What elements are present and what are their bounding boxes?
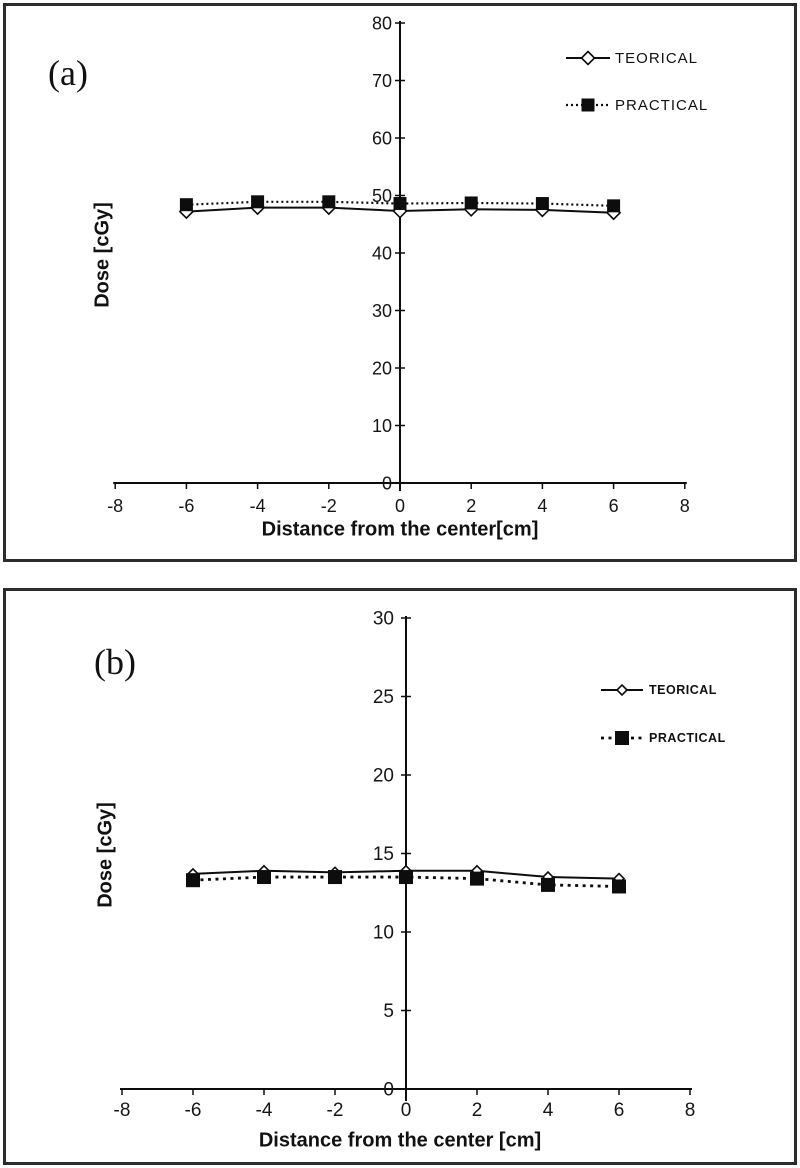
practical-line-marker-icon — [600, 730, 644, 746]
legend-label-practical: PRACTICAL — [615, 96, 709, 114]
y-tick-label: 20 — [372, 765, 394, 787]
x-tick-label: 2 — [466, 496, 477, 516]
figure-panel-b — [3, 588, 797, 1165]
x-tick-label: -4 — [249, 496, 266, 516]
x-tick-label: -8 — [113, 1100, 131, 1121]
x-tick-label: 4 — [542, 1100, 554, 1121]
y-tick-label: 25 — [372, 687, 394, 709]
x-tick-label: -6 — [178, 496, 195, 516]
filled-square-marker — [322, 195, 335, 208]
panel-label-b: (b) — [94, 642, 136, 682]
filled-square-marker — [612, 879, 626, 893]
filled-square-marker — [394, 197, 407, 210]
legend-item-practical — [600, 726, 726, 750]
legend-swatch — [600, 730, 644, 746]
x-tick-label: 2 — [471, 1100, 483, 1121]
open-diamond-marker — [582, 52, 595, 65]
filled-square-marker — [582, 99, 595, 112]
teorical-line-marker-icon — [565, 50, 611, 66]
legend-label-teorical: TEORICAL — [615, 49, 699, 67]
practical-line-marker-icon — [565, 97, 611, 113]
legend-a — [565, 46, 708, 117]
filled-square-marker — [257, 870, 271, 884]
y-tick-label: 0 — [381, 473, 392, 494]
filled-square-marker — [328, 870, 342, 884]
y-tick-label: 30 — [371, 300, 392, 321]
filled-square-marker — [251, 195, 264, 208]
x-tick-label: -2 — [320, 496, 337, 516]
legend-swatch — [565, 50, 611, 66]
y-tick-label: 30 — [372, 608, 394, 630]
x-axis-title-a: Distance from the center[cm] — [261, 518, 539, 541]
x-tick-label: 6 — [608, 496, 619, 516]
open-diamond-marker — [617, 685, 627, 695]
x-tick-label: 6 — [613, 1100, 625, 1121]
filled-square-marker — [465, 196, 478, 209]
y-tick-label: 5 — [383, 1001, 394, 1023]
y-tick-label: 80 — [371, 13, 392, 34]
legend-label-teorical: TEORICAL — [649, 683, 717, 697]
legend-swatch — [565, 97, 611, 113]
y-tick-label: 60 — [371, 128, 392, 149]
x-tick-label: 8 — [684, 1100, 696, 1121]
y-tick-label: 70 — [371, 70, 392, 91]
x-tick-label: -6 — [184, 1100, 202, 1121]
figure-panel-a — [3, 3, 797, 562]
legend-label-practical: PRACTICAL — [649, 731, 726, 745]
x-tick-label: 4 — [537, 496, 548, 516]
legend-swatch — [600, 682, 644, 698]
panel-label-a: (a) — [48, 53, 88, 93]
y-tick-label: 15 — [372, 844, 394, 866]
x-tick-label: -2 — [326, 1100, 344, 1121]
y-axis-title-a: Dose [cGy] — [91, 202, 114, 308]
y-tick-label: 10 — [372, 922, 394, 944]
y-tick-label: 50 — [371, 185, 392, 206]
filled-square-marker — [470, 872, 484, 886]
x-tick-label: -8 — [107, 496, 124, 516]
filled-square-marker — [615, 731, 629, 745]
y-tick-label: 0 — [383, 1079, 394, 1101]
x-tick-label: 8 — [679, 496, 690, 516]
y-tick-label: 10 — [371, 415, 392, 436]
filled-square-marker — [536, 197, 549, 210]
y-tick-label: 20 — [371, 358, 392, 379]
teorical-line-marker-icon — [600, 682, 644, 698]
legend-item-practical — [565, 93, 708, 117]
x-tick-label: -4 — [255, 1100, 273, 1121]
filled-square-marker — [399, 870, 413, 884]
filled-square-marker — [180, 198, 193, 211]
x-tick-label: 0 — [400, 1100, 412, 1121]
filled-square-marker — [186, 873, 200, 887]
y-axis-title-b: Dose [cGy] — [94, 802, 117, 908]
legend-item-teorical — [565, 46, 708, 70]
filled-square-marker — [607, 199, 620, 212]
x-axis-title-b: Distance from the center [cm] — [258, 1129, 542, 1152]
filled-square-marker — [541, 878, 555, 892]
x-tick-label: 0 — [394, 496, 406, 516]
legend-b — [600, 678, 726, 750]
y-tick-label: 40 — [371, 243, 392, 264]
legend-item-teorical — [600, 678, 726, 702]
